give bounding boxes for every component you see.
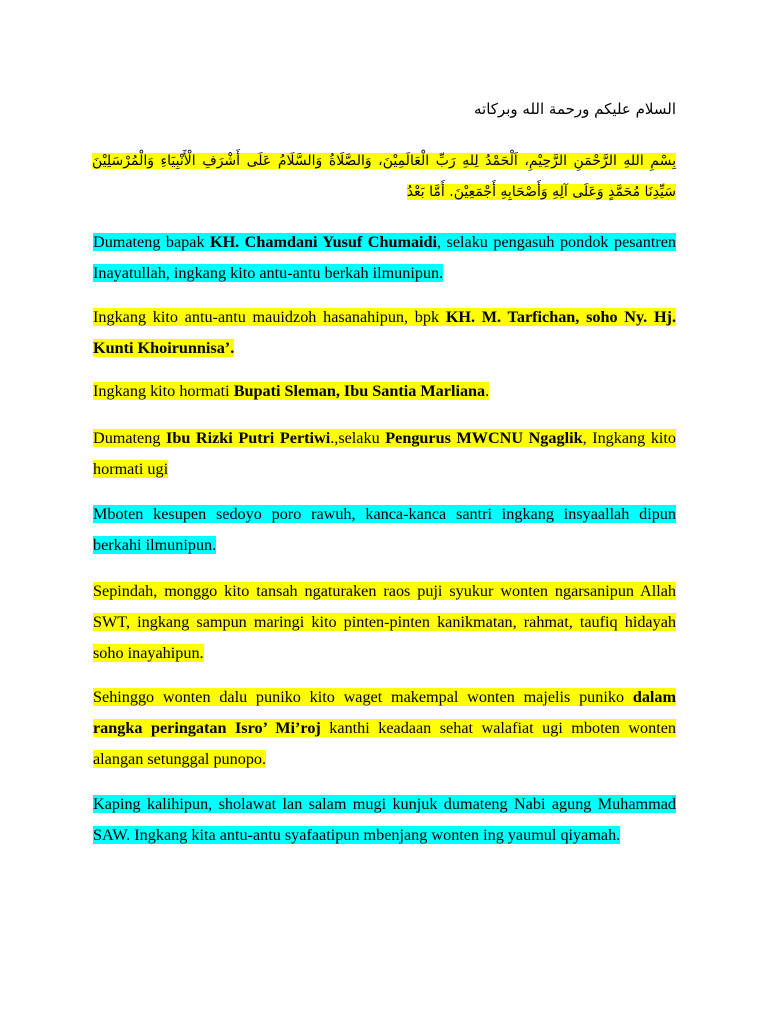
p7-event-bold: dalam rangka peringatan Isro’ Mi’roj (93, 688, 676, 737)
salam-greeting: السلام عليكم ورحمة الله وبركاته (474, 100, 676, 118)
paragraph-5-highlight: Mboten kesupen sedoyo poro rawuh, kanca-kanca santri ingkang insyaallah dipun berkahi ilmunipun. (93, 505, 676, 554)
paragraph-3 (93, 376, 676, 407)
p7-text-c: kanthi keadaan sehat walafiat ugi mboten wonten alangan setunggal punopo. (93, 719, 676, 768)
paragraph-2 (93, 302, 676, 364)
p4-text-a: Dumateng (93, 429, 167, 447)
p3-name-bold: Bupati Sleman, Ibu Santia Marliana (233, 382, 486, 400)
p4-text-c: .,selaku (330, 429, 386, 447)
paragraph-6-highlight: Sepindah, monggo kito tansah ngaturaken raos puji syukur wonten ngarsanipun Allah SWT, ingkang sampun maringi kito pinten-pinten kanikmatan, rahmat, taufiq hidayah soho inayahipun. (93, 582, 676, 662)
arabic-opening (92, 146, 676, 208)
paragraph-8 (93, 789, 676, 851)
p4-text-f: , Ingkang kito hormati ugi (93, 429, 676, 478)
p1-name-bold: KH. Chamdani Yusuf Chumaidi (210, 233, 438, 251)
paragraph-7-highlight (93, 688, 676, 768)
paragraph-1 (93, 227, 676, 289)
p1-text-c: , selaku pengasuh pondok pesantren Inayatullah, ingkang kito antu-antu berkah ilmunipun. (93, 233, 676, 282)
paragraph-8-highlight: Kaping kalihipun, sholawat lan salam mugi kunjuk dumateng Nabi agung Muhammad SAW. Ingkang kita antu-antu syafaatipun mbenjang wonten ing yaumul qiyamah. (93, 795, 676, 844)
p2-name-bold: KH. M. Tarfichan, soho Ny. Hj. Kunti Khoirunnisa’. (93, 308, 676, 357)
paragraph-1-highlight (93, 233, 676, 282)
p4-name-bold: Ibu Rizki Putri Pertiwi (166, 429, 331, 447)
p4-role-bold: Pengurus (385, 429, 451, 447)
p2-text-a: Ingkang kito antu-antu mauidzoh hasanahipun, bpk (93, 308, 446, 326)
p4-org-bold: MWCNU Ngaglik (450, 429, 583, 447)
p3-text-c: . (485, 382, 490, 400)
p3-text-a: Ingkang kito hormati (93, 382, 234, 400)
paragraph-4 (93, 423, 676, 485)
paragraph-6 (93, 576, 676, 669)
paragraph-7 (93, 682, 676, 775)
paragraph-3-highlight (93, 382, 489, 400)
paragraph-4-highlight (93, 429, 676, 478)
paragraph-2-highlight (93, 308, 676, 357)
p7-text-a: Sehinggo wonten dalu puniko kito waget makempal wonten majelis puniko (93, 688, 633, 706)
p1-text-a: Dumateng bapak (93, 233, 210, 251)
arabic-opening-text: بِسْمِ اللهِ الرَّحْمَنِ الرَّحِيْمِ، اَلْحَمْدُ لِلهِ رَبِّ الْعَالَمِيْنَ، وَالصَّلَاةُ وَالسَّلَامُ عَلَى أَشْرَفِ الْأَنْبِيَاءِ وَالْمُرْسَلِيْنَ سَيِّدِنَا مُحَمَّدٍ وَعَلَى آلِهِ وَأَصْحَابِهِ أَجْمَعِيْنَ. أَمَّا بَعْدُ (92, 153, 676, 200)
paragraph-5 (93, 499, 676, 561)
